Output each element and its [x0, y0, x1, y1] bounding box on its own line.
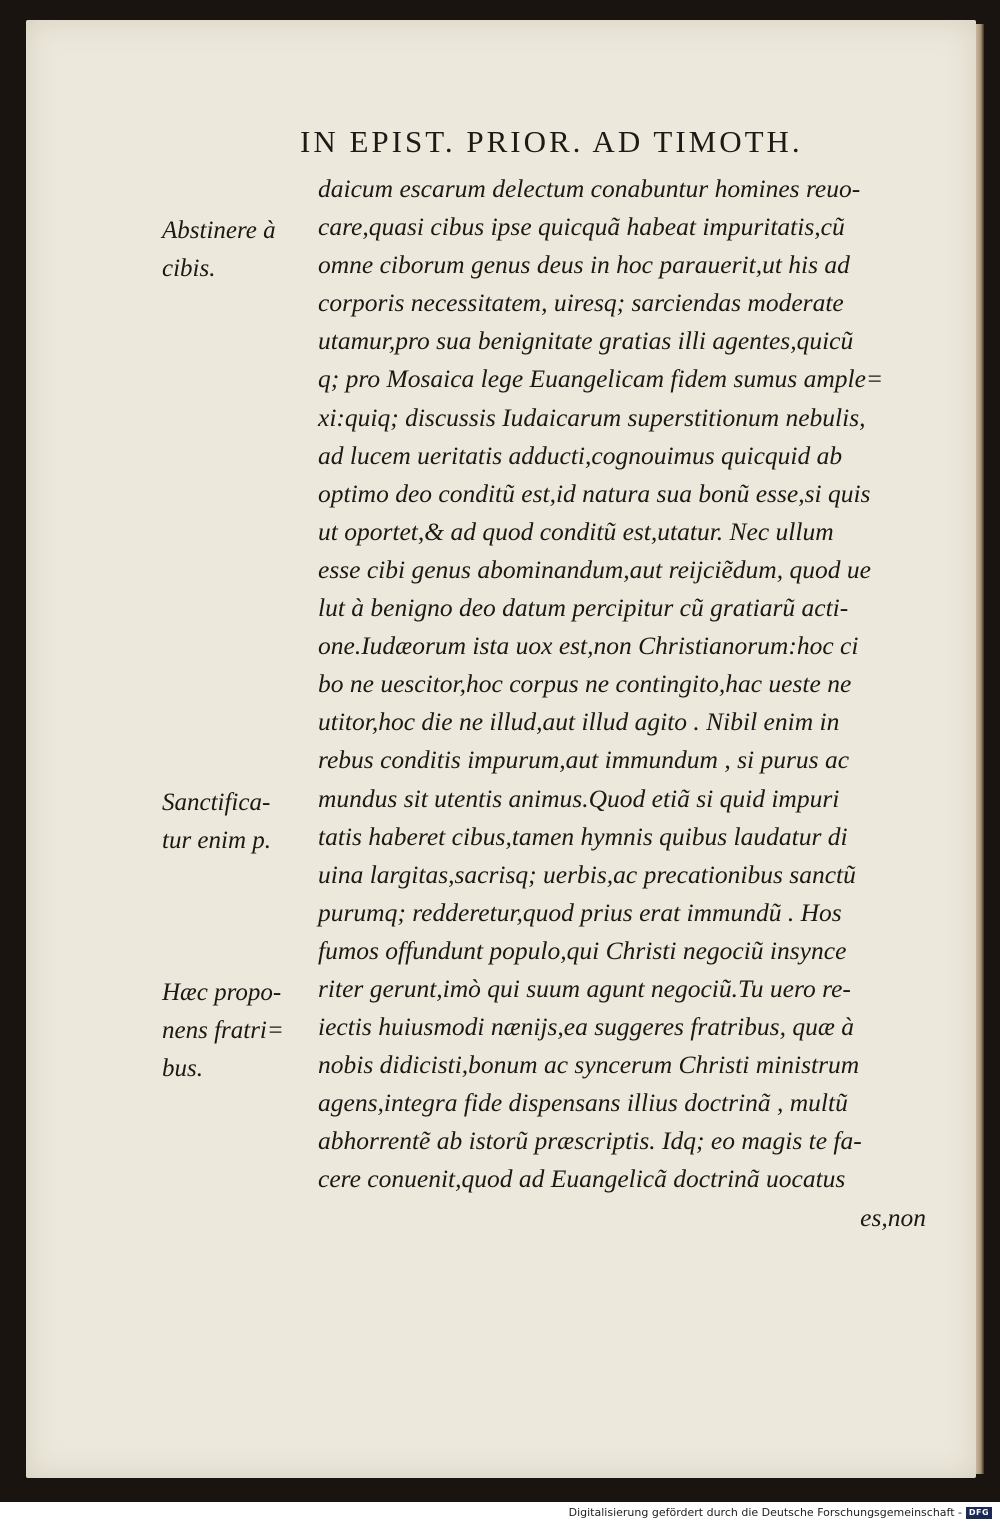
margin-note [162, 784, 312, 860]
margin-note-line: cibis. [162, 255, 216, 283]
text-line: mundus sit utentis animus.Quod etiã si quid impuri [318, 783, 840, 813]
text-line: tatis haberet cibus,tamen hymnis quibus laudatur di [318, 821, 848, 851]
dfg-logo: DFG [966, 1507, 992, 1519]
text-line: daicum escarum delectum conabuntur homines reuo- [318, 174, 861, 203]
text-line: uina largitas,sacrisq; uerbis,ac precationibus sanctũ [318, 859, 856, 889]
margin-note-line: nens fratri= [162, 1017, 284, 1045]
text-line: utitor,hoc die ne illud,aut illud agito . Nibil enim in [318, 707, 840, 737]
text-line: optimo deo conditũ est,id natura sua bonũ esse,si quis [318, 478, 871, 508]
page-edge [976, 24, 984, 1474]
text-line: riter gerunt,imò qui suum agunt negociũ.Tu uero re- [318, 973, 851, 1003]
text-line: care,quasi cibus ipse quicquã habeat impuritatis,cũ [318, 212, 845, 242]
text-line: bo ne uescitor,hoc corpus ne contingito,hac ueste ne [318, 669, 852, 699]
margin-note-line: tur enim p. [162, 826, 272, 854]
text-line: nobis didicisti,bonum ac syncerum Christi ministrum [318, 1050, 860, 1080]
text-line: cere conuenit,quod ad Euangelicã doctrinã uocatus [318, 1164, 846, 1194]
margin-note-line: Hæc propo- [162, 979, 282, 1007]
text-line: agens,integra fide dispensans illius doctrinã , multũ [318, 1088, 848, 1118]
text-line: ad lucem ueritatis adducti,cognouimus quicquid ab [318, 440, 843, 470]
margin-note [162, 212, 312, 288]
text-line: iectis huiusmodi nænijs,ea suggeres fratribus, quæ à [318, 1012, 854, 1042]
main-text-block [318, 170, 938, 1237]
footer-bar [0, 1502, 1000, 1524]
text-line: q; pro Mosaica lege Euangelicam fidem sumus ample= [318, 364, 884, 394]
running-head: IN EPIST. PRIOR. AD TIMOTH. [300, 124, 803, 159]
footer-credit: Digitalisierung gefördert durch die Deutsche Forschungsgemeinschaft - [568, 1506, 962, 1519]
margin-note-line: Sanctifica- [162, 788, 271, 816]
text-line: rebus conditis impurum,aut immundum , si purus ac [318, 745, 850, 775]
text-line: abhorrentẽ ab istorũ præscriptis. Idq; eo magis te fa- [318, 1126, 862, 1156]
text-line: ut oportet,& ad quod conditũ est,utatur. Nec ullum [318, 516, 834, 546]
text-line: corporis necessitatem, uiresq; sarciendas moderate [318, 288, 844, 318]
margin-note-line: bus. [162, 1055, 203, 1083]
margin-note [162, 974, 312, 1088]
text-line: omne ciborum genus deus in hoc parauerit,ut his ad [318, 250, 850, 280]
text-line: fumos offundunt populo,qui Christi negociũ insynce [318, 935, 847, 965]
text-line: one.Iudæorum ista uox est,non Christianorum:hoc ci [318, 631, 859, 661]
text-line: esse cibi genus abominandum,aut reijciẽdum, quod ue [318, 554, 871, 584]
margin-note-line: Abstinere à [162, 217, 276, 245]
text-line: lut à benigno deo datum percipitur cũ gratiarũ acti- [318, 593, 849, 623]
catchword: es,non [860, 1202, 926, 1232]
text-line: purumq; redderetur,quod prius erat immundũ . Hos [318, 897, 842, 927]
text-line: xi:quiq; discussis Iudaicarum superstitionum nebulis, [318, 402, 866, 432]
text-line: utamur,pro sua benignitate gratias illi agentes,quicũ [318, 326, 854, 356]
